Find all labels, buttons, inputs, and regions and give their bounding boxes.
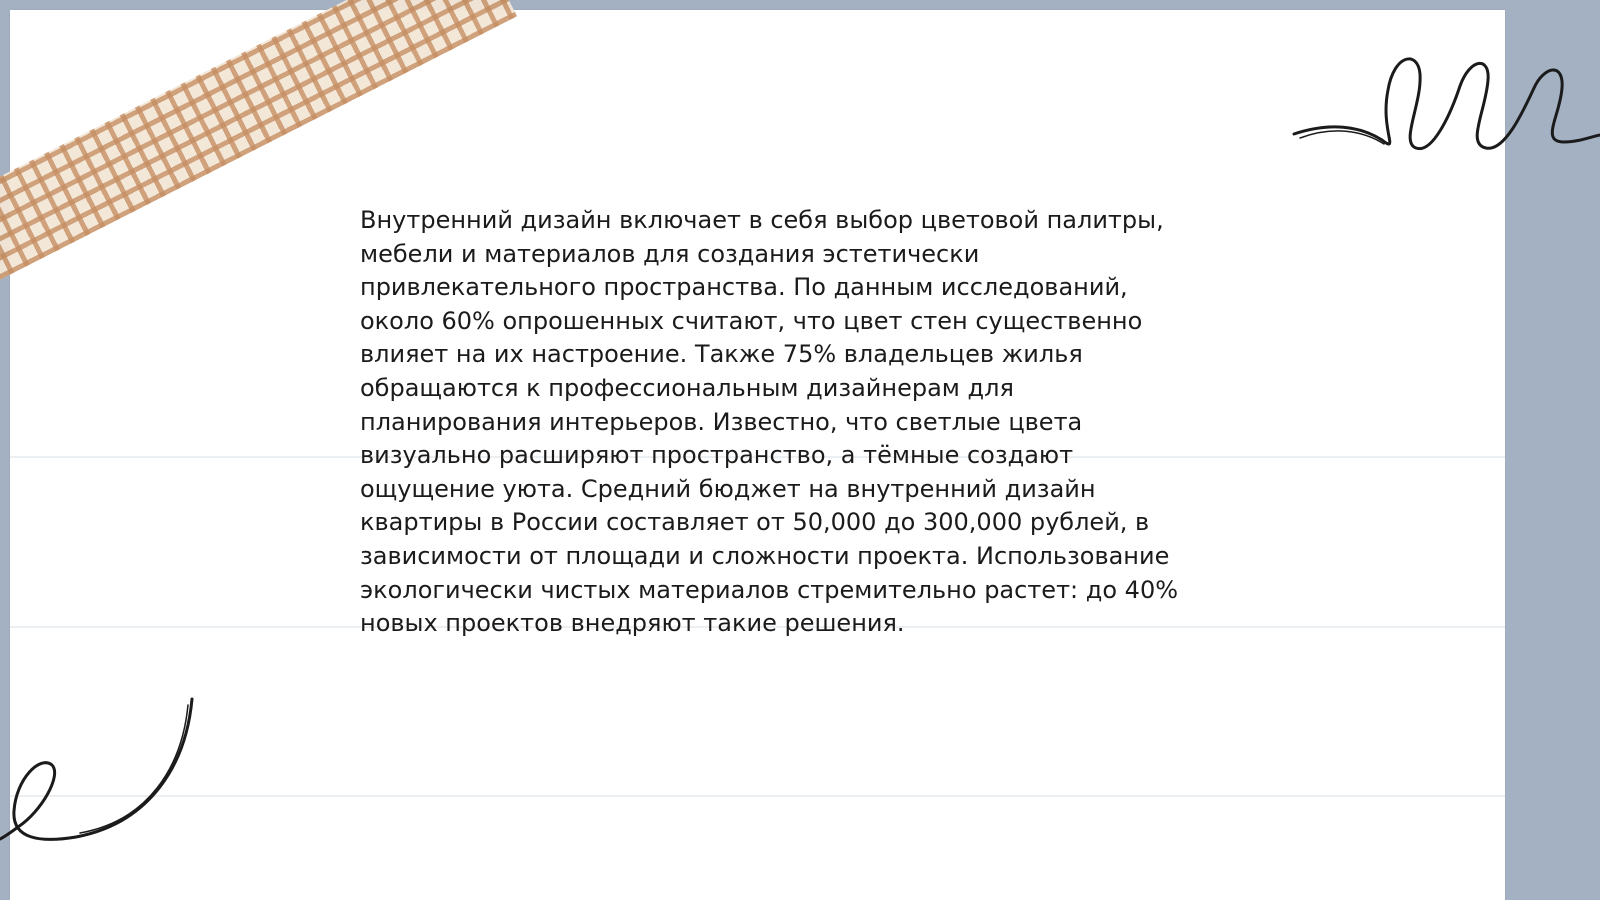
body-paragraph: Внутренний дизайн включает в себя выбор цветовой палитры, мебели и материалов для создания эстетически привлекательного пространства. По данным исследований, около 60% опрошенных считают, что цвет стен существенно влияет на их настроение. Также 75% владельцев жилья обращаются к профессиональным дизайнерам для планирования интерьеров. Известно, что светлые цвета визуально расширяют пространство, а тёмные создают ощущение уюта. Средний бюджет на внутренний дизайн квартиры в России составляет от 50,000 до 300,000 рублей, в зависимости от площади и сложности проекта. Использование экологически чистых материалов стремительно растет: до 40% новых проектов внедряют такие решения.	[360, 206, 1179, 638]
loop-scribble-icon	[1290, 30, 1600, 170]
swirl-scribble-icon	[0, 695, 200, 855]
ruled-line	[10, 795, 1505, 797]
